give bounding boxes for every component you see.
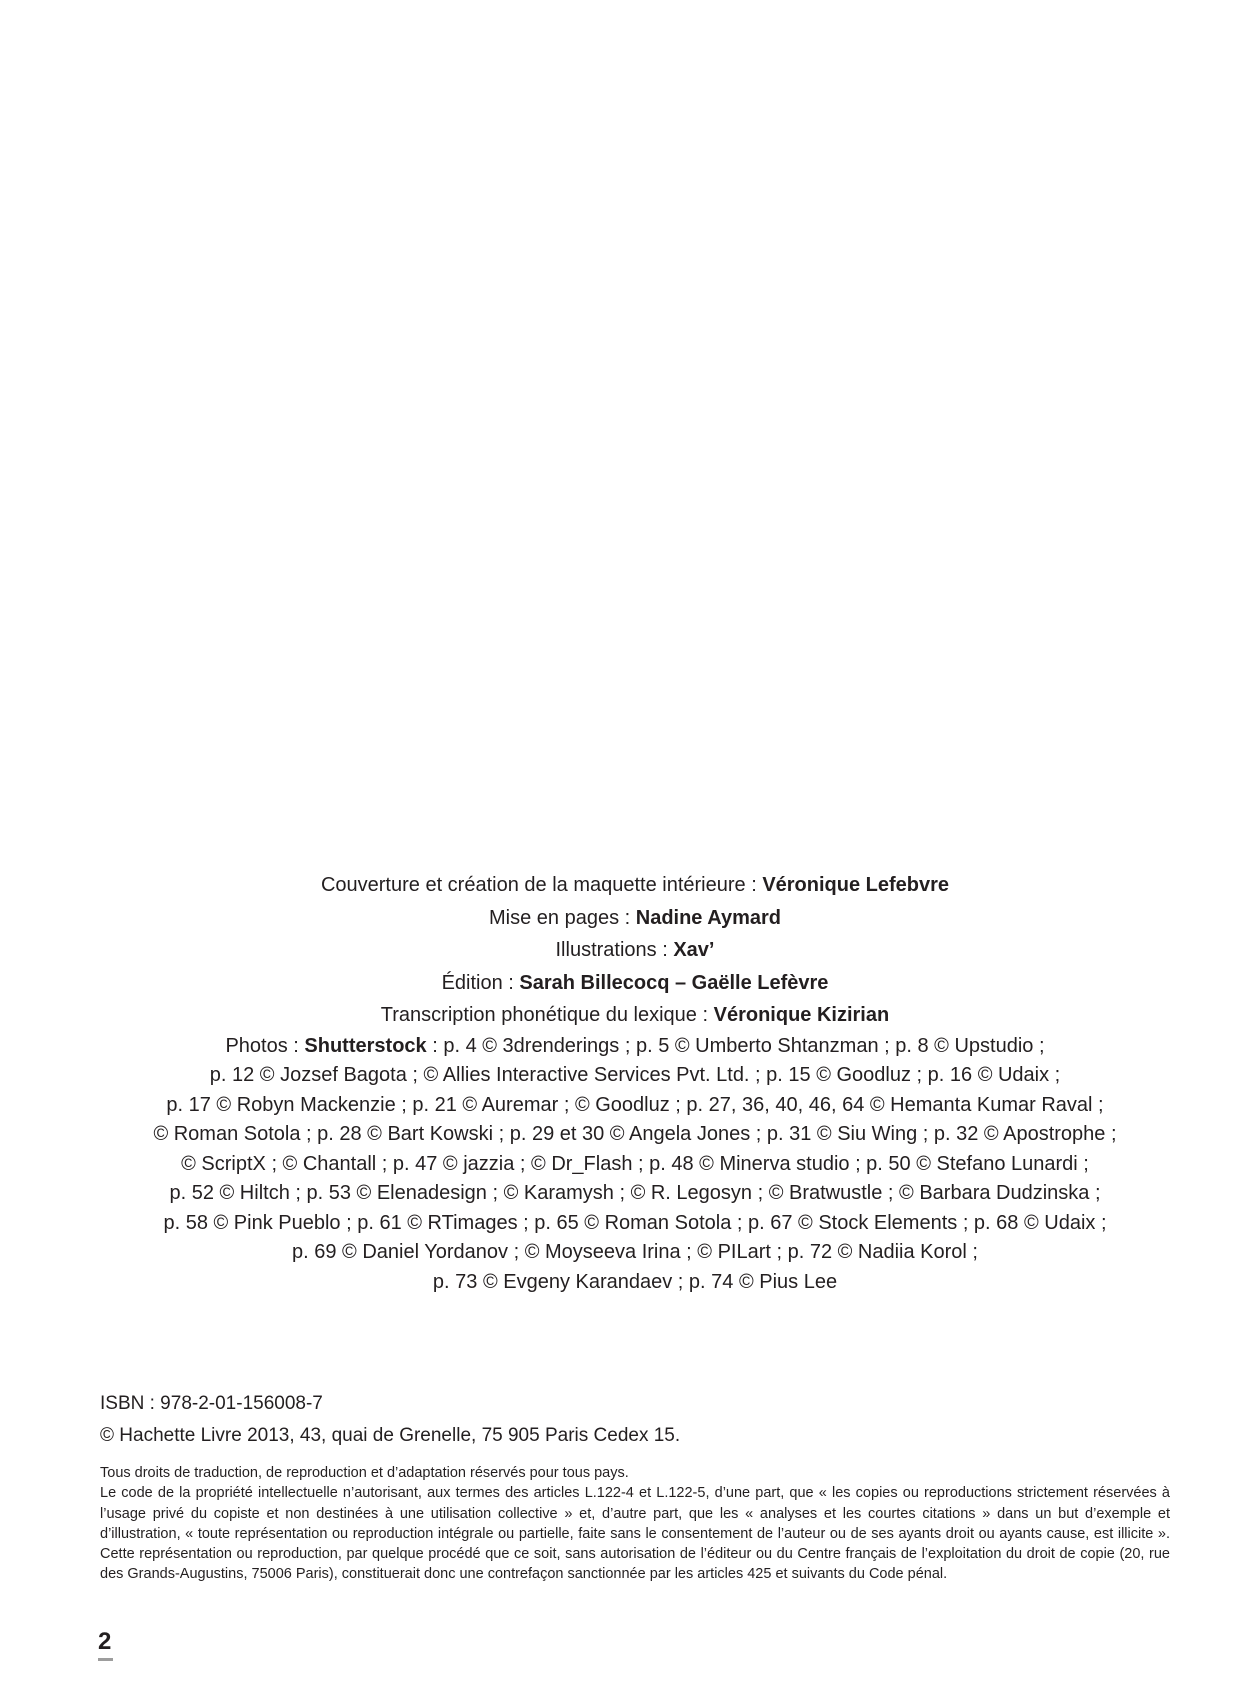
photo-credit-line: p. 69 © Daniel Yordanov ; © Moyseeva Irina ; © PILart ; p. 72 © Nadiia Korol ; <box>292 1241 978 1263</box>
photo-credit-line: © Roman Sotola ; p. 28 © Bart Kowski ; p. 29 et 30 © Angela Jones ; p. 31 © Siu Wing ; p. 32 © Apostrophe ; <box>153 1123 1117 1145</box>
page-number-underline <box>98 1658 113 1661</box>
photo-credit-line: © ScriptX ; © Chantall ; p. 47 © jazzia ; © Dr_Flash ; p. 48 © Minerva studio ; p. 50 © Stefano Lunardi ; <box>181 1152 1089 1175</box>
credit-layout-name: Nadine Aymard <box>635 906 781 929</box>
credit-illustrations <box>100 934 1170 967</box>
photo-credit-line <box>100 1032 1170 1062</box>
credit-edition <box>100 967 1170 1000</box>
page-number: 2 <box>98 1628 112 1655</box>
isbn: ISBN : 978-2-01-156008-7 <box>100 1393 323 1414</box>
photo-credit-line: p. 73 © Evgeny Karandaev ; p. 74 © Pius Lee <box>432 1270 838 1293</box>
credit-illustrations-label: Illustrations : <box>555 939 674 961</box>
credit-cover-label: Couverture et création de la maquette intérieure : <box>320 874 763 896</box>
photo-credit-line: p. 12 © Jozsef Bagota ; © Allies Interactive Services Pvt. Ltd. ; p. 15 © Goodluz ; p. 16 © Udaix ; <box>209 1064 1061 1086</box>
credit-layout <box>100 902 1170 935</box>
credit-transcription-label: Transcription phonétique du lexique : <box>380 1004 714 1026</box>
credit-edition-name: Sarah Billecocq – Gaëlle Lefèvre <box>519 971 829 994</box>
credit-transcription <box>100 999 1170 1032</box>
photo-credit-label: Photos : <box>225 1034 305 1057</box>
credit-transcription-name: Véronique Kizirian <box>713 1004 890 1026</box>
credit-layout-label: Mise en pages : <box>489 906 636 929</box>
rights-reserved: Tous droits de traduction, de reproduction et d’adaptation réservés pour tous pays. <box>100 1465 629 1481</box>
photo-credit-line: p. 17 © Robyn Mackenzie ; p. 21 © Auremar ; © Goodluz ; p. 27, 36, 40, 46, 64 © Hemanta Kumar Raval ; <box>166 1093 1104 1116</box>
intellectual-property-notice: Le code de la propriété intellectuelle n’autorisant, aux termes des articles L.122-4 et L.122-5, d’une part, que « les copies ou reproductions strictement réservées à l’usage privé du copiste et non destinées à une utilisation collective » et, d’autre part, que les « analyses et les courtes citations » dans un but d’exemple et d’illustration, « toute représentation ou reproduction intégrale ou partielle, faite sans le consentement de l’auteur ou de ses ayants droit ou ayants cause, est illicite ». Cette représentation ou reproduction, par quelque procédé que ce soit, sans autorisation de l’éditeur ou du Centre français de l’exploitation du droit de copie (20, rue des Grands-Augustins, 75006 Paris), constituerait donc une contrefaçon sanctionnée par les articles 425 et suivants du Code pénal. <box>100 1485 1170 1583</box>
photo-credit-line: p. 52 © Hiltch ; p. 53 © Elenadesign ; © Karamysh ; © R. Legosyn ; © Bratwustle ; © Barbara Dudzinska ; <box>169 1182 1101 1204</box>
credits-block <box>100 869 1170 1297</box>
credit-cover <box>100 869 1170 902</box>
credit-edition-label: Édition : <box>441 971 520 994</box>
photo-credit-agency: Shutterstock <box>304 1034 427 1057</box>
credit-illustrations-name: Xav’ <box>673 939 715 961</box>
legal-notice <box>100 1463 1170 1585</box>
publisher-copyright: © Hachette Livre 2013, 43, quai de Grenelle, 75 905 Paris Cedex 15. <box>100 1425 681 1446</box>
photo-credit-line: p. 58 © Pink Pueblo ; p. 61 © RTimages ; p. 65 © Roman Sotola ; p. 67 © Stock Elements ; p. 68 © Udaix ; <box>163 1211 1107 1234</box>
photo-credit-text: : p. 4 © 3drenderings ; p. 5 © Umberto Shtanzman ; p. 8 © Upstudio ; <box>426 1034 1045 1057</box>
credit-cover-name: Véronique Lefebvre <box>762 874 950 896</box>
photo-credits <box>100 1032 1170 1298</box>
